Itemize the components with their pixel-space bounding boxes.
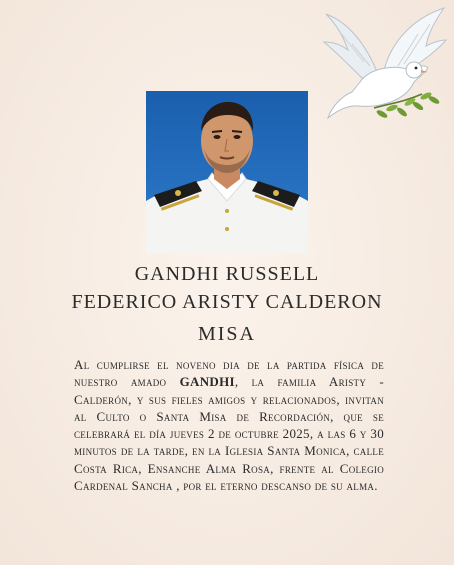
deceased-first-names: GANDHI RUSSELL (134, 263, 320, 285)
message-highlight-name: GANDHI (179, 374, 235, 390)
portrait-photo (146, 91, 308, 254)
invitation-message (74, 356, 384, 494)
dove-icon (318, 4, 448, 136)
deceased-surnames: FEDERICO ARISTY CALDERON (71, 291, 383, 313)
message-part-2: , la familia Aristy - Calderón, y sus fieles amigos y relacionados, invitan al Culto o Santa Misa de Recordación, que se celebrará el día jueves 2 de octubre 2025, a las 6 y 30 minutos de la tarde, en la Iglesia Santa Monica, calle Costa Rica, Ensanche Alma Rosa, frente al Colegio Cardenal Sancha , por el eterno descanso de su alma. (74, 374, 384, 494)
message-part-1: Al cumplirse el noveno dia de la partida física de nuestro amado (74, 357, 384, 390)
event-heading: MISA (197, 323, 256, 345)
